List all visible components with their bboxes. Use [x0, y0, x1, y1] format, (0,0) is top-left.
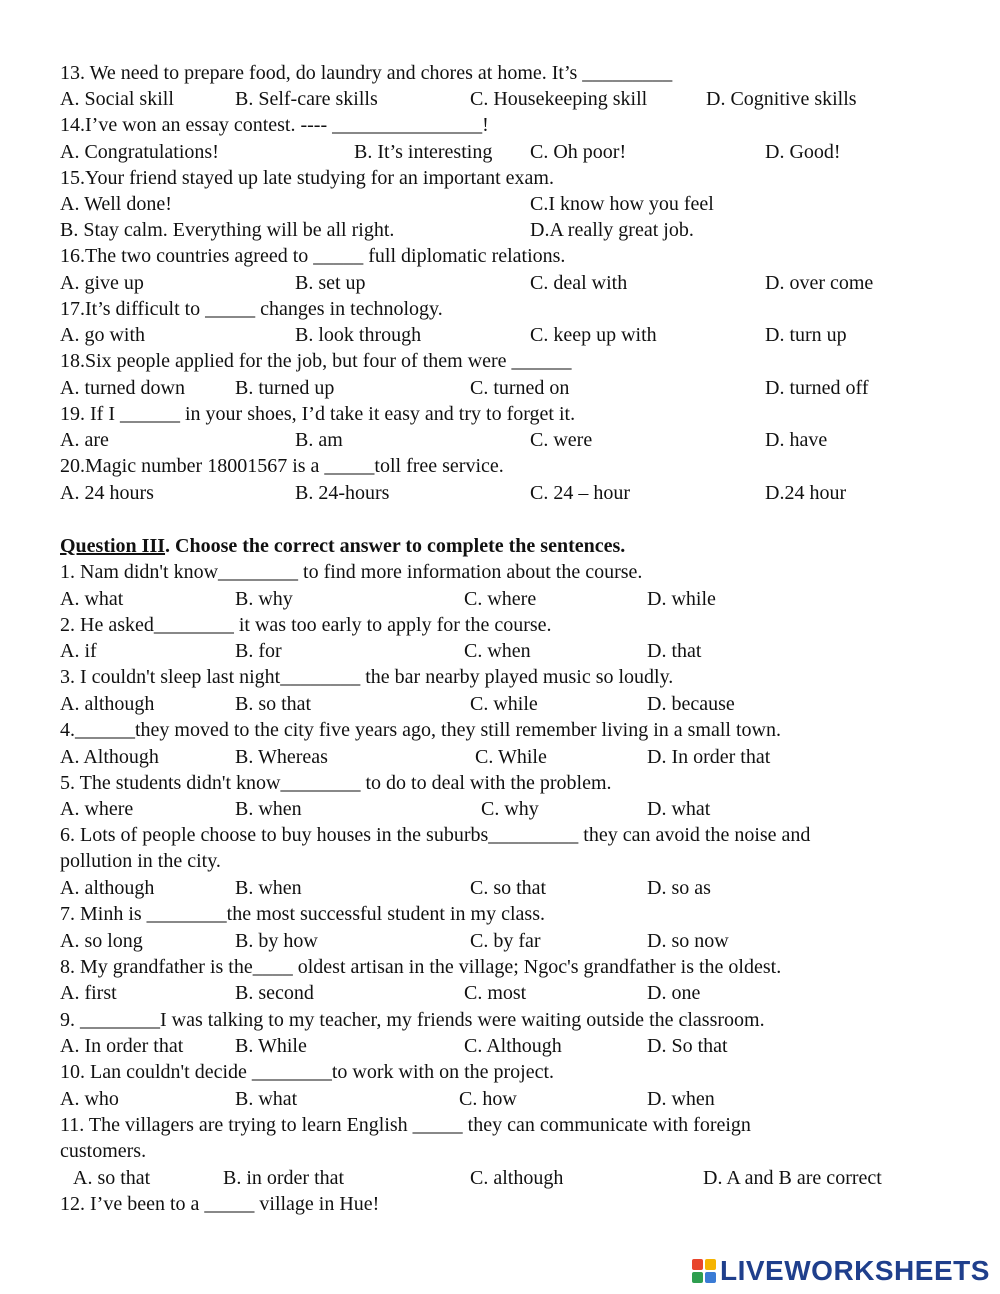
- question-1-stem: 1. Nam didn't know________ to find more information about the course.: [60, 561, 643, 583]
- question-10-stem: 10. Lan couldn't decide ________to work with on the project.: [60, 1061, 555, 1083]
- q20-option-a[interactable]: A. 24 hours: [60, 482, 154, 504]
- p2-q3-option-b[interactable]: B. so that: [235, 693, 312, 715]
- q13-option-d[interactable]: D. Cognitive skills: [706, 88, 857, 110]
- p2-q6-option-b[interactable]: B. when: [235, 877, 302, 899]
- question-16-stem: 16.The two countries agreed to _____ full diplomatic relations.: [60, 245, 566, 267]
- p2-q7-option-a[interactable]: A. so long: [60, 930, 143, 952]
- p2-q10-option-c[interactable]: C. how: [459, 1088, 517, 1110]
- question-17-stem: 17.It’s difficult to _____ changes in technology.: [60, 298, 443, 320]
- question-8-stem: 8. My grandfather is the____ oldest artisan in the village; Ngoc's grandfather is the oldest.: [60, 956, 782, 978]
- question-19-stem: 19. If I ______ in your shoes, I’d take it easy and try to forget it.: [60, 403, 576, 425]
- question-11-stem-continued: customers.: [60, 1140, 147, 1162]
- p2-q5-option-a[interactable]: A. where: [60, 798, 134, 820]
- question-13-stem: 13. We need to prepare food, do laundry and chores at home. It’s _________: [60, 62, 673, 84]
- question-6-stem-continued: pollution in the city.: [60, 850, 221, 872]
- section-label: Question III: [60, 535, 166, 557]
- p2-q10-option-d[interactable]: D. when: [647, 1088, 715, 1110]
- q15-option-c[interactable]: C.I know how you feel: [530, 193, 714, 215]
- p2-q11-option-c[interactable]: C. although: [470, 1167, 564, 1189]
- q19-option-d[interactable]: D. have: [765, 429, 828, 451]
- question-20-stem: 20.Magic number 18001567 is a _____toll free service.: [60, 455, 504, 477]
- q16-option-a[interactable]: A. give up: [60, 272, 144, 294]
- p2-q9-option-b[interactable]: B. While: [235, 1035, 307, 1057]
- q18-option-c[interactable]: C. turned on: [470, 377, 570, 399]
- q16-option-d[interactable]: D. over come: [765, 272, 874, 294]
- q16-option-b[interactable]: B. set up: [295, 272, 366, 294]
- p2-q11-option-a[interactable]: A. so that: [73, 1167, 151, 1189]
- p2-q9-option-a[interactable]: A. In order that: [60, 1035, 184, 1057]
- q14-option-b[interactable]: B. It’s interesting: [354, 141, 493, 163]
- p2-q11-option-d[interactable]: D. A and B are correct: [703, 1167, 882, 1189]
- p2-q8-option-b[interactable]: B. second: [235, 982, 314, 1004]
- p2-q4-option-b[interactable]: B. Whereas: [235, 746, 328, 768]
- q15-option-a[interactable]: A. Well done!: [60, 193, 172, 215]
- p2-q9-option-c[interactable]: C. Although: [464, 1035, 562, 1057]
- q19-option-a[interactable]: A. are: [60, 429, 109, 451]
- q18-option-d[interactable]: D. turned off: [765, 377, 869, 399]
- p2-q4-option-c[interactable]: C. While: [475, 746, 547, 768]
- p2-q9-option-d[interactable]: D. So that: [647, 1035, 728, 1057]
- q17-option-b[interactable]: B. look through: [295, 324, 422, 346]
- p2-q7-option-c[interactable]: C. by far: [470, 930, 541, 952]
- p2-q3-option-d[interactable]: D. because: [647, 693, 735, 715]
- question-5-stem: 5. The students didn't know________ to do to deal with the problem.: [60, 772, 612, 794]
- p2-q2-option-d[interactable]: D. that: [647, 640, 702, 662]
- p2-q1-option-d[interactable]: D. while: [647, 588, 716, 610]
- q15-option-b[interactable]: B. Stay calm. Everything will be all right.: [60, 219, 395, 241]
- p2-q2-option-a[interactable]: A. if: [60, 640, 97, 662]
- p2-q4-option-d[interactable]: D. In order that: [647, 746, 771, 768]
- q20-option-b[interactable]: B. 24-hours: [295, 482, 390, 504]
- question-11-stem: 11. The villagers are trying to learn English _____ they can communicate with foreign: [60, 1114, 751, 1136]
- p2-q1-option-b[interactable]: B. why: [235, 588, 293, 610]
- q19-option-c[interactable]: C. were: [530, 429, 593, 451]
- q13-option-a[interactable]: A. Social skill: [60, 88, 174, 110]
- q14-option-a[interactable]: A. Congratulations!: [60, 141, 219, 163]
- question-3-stem: 3. I couldn't sleep last night________ the bar nearby played music so loudly.: [60, 666, 674, 688]
- p2-q2-option-b[interactable]: B. for: [235, 640, 282, 662]
- p2-q2-option-c[interactable]: C. when: [464, 640, 531, 662]
- q18-option-a[interactable]: A. turned down: [60, 377, 185, 399]
- p2-q8-option-c[interactable]: C. most: [464, 982, 527, 1004]
- question-7-stem: 7. Minh is ________the most successful student in my class.: [60, 903, 545, 925]
- logo-mark-icon: [692, 1259, 716, 1283]
- q14-option-c[interactable]: C. Oh poor!: [530, 141, 627, 163]
- question-9-stem: 9. ________I was talking to my teacher, my friends were waiting outside the classroom.: [60, 1009, 765, 1031]
- p2-q6-option-a[interactable]: A. although: [60, 877, 155, 899]
- question-2-stem: 2. He asked________ it was too early to apply for the course.: [60, 614, 552, 636]
- question-18-stem: 18.Six people applied for the job, but four of them were ______: [60, 350, 572, 372]
- p2-q1-option-a[interactable]: A. what: [60, 588, 124, 610]
- q20-option-c[interactable]: C. 24 – hour: [530, 482, 630, 504]
- q17-option-d[interactable]: D. turn up: [765, 324, 847, 346]
- question-12-stem: 12. I’ve been to a _____ village in Hue!: [60, 1193, 380, 1215]
- q13-option-c[interactable]: C. Housekeeping skill: [470, 88, 648, 110]
- p2-q3-option-c[interactable]: C. while: [470, 693, 538, 715]
- question-4-stem: 4.______they moved to the city five years ago, they still remember living in a small town.: [60, 719, 781, 741]
- q14-option-d[interactable]: D. Good!: [765, 141, 841, 163]
- section-instruction: . Choose the correct answer to complete the sentences.: [165, 535, 626, 557]
- liveworksheets-logo[interactable]: [692, 1254, 990, 1288]
- p2-q5-option-d[interactable]: D. what: [647, 798, 711, 820]
- p2-q1-option-c[interactable]: C. where: [464, 588, 537, 610]
- p2-q6-option-c[interactable]: C. so that: [470, 877, 547, 899]
- p2-q8-option-d[interactable]: D. one: [647, 982, 701, 1004]
- p2-q7-option-b[interactable]: B. by how: [235, 930, 318, 952]
- question-15-stem: 15.Your friend stayed up late studying for an important exam.: [60, 167, 554, 189]
- p2-q11-option-b[interactable]: B. in order that: [223, 1167, 345, 1189]
- p2-q10-option-a[interactable]: A. who: [60, 1088, 119, 1110]
- logo-text: LIVEWORKSHEETS: [720, 1255, 990, 1286]
- p2-q7-option-d[interactable]: D. so now: [647, 930, 729, 952]
- p2-q10-option-b[interactable]: B. what: [235, 1088, 298, 1110]
- q16-option-c[interactable]: C. deal with: [530, 272, 628, 294]
- p2-q6-option-d[interactable]: D. so as: [647, 877, 711, 899]
- p2-q3-option-a[interactable]: A. although: [60, 693, 155, 715]
- p2-q5-option-c[interactable]: C. why: [481, 798, 539, 820]
- q18-option-b[interactable]: B. turned up: [235, 377, 335, 399]
- q19-option-b[interactable]: B. am: [295, 429, 343, 451]
- p2-q5-option-b[interactable]: B. when: [235, 798, 302, 820]
- question-14-stem: 14.I’ve won an essay contest. ---- _______________!: [60, 114, 489, 136]
- section-heading: [60, 533, 625, 559]
- q15-option-d[interactable]: D.A really great job.: [530, 219, 694, 241]
- q17-option-c[interactable]: C. keep up with: [530, 324, 657, 346]
- q20-option-d[interactable]: D.24 hour: [765, 482, 847, 504]
- p2-q8-option-a[interactable]: A. first: [60, 982, 117, 1004]
- p2-q4-option-a[interactable]: A. Although: [60, 746, 159, 768]
- q17-option-a[interactable]: A. go with: [60, 324, 145, 346]
- q13-option-b[interactable]: B. Self-care skills: [235, 88, 378, 110]
- question-6-stem: 6. Lots of people choose to buy houses in the suburbs_________ they can avoid the noise and: [60, 824, 811, 846]
